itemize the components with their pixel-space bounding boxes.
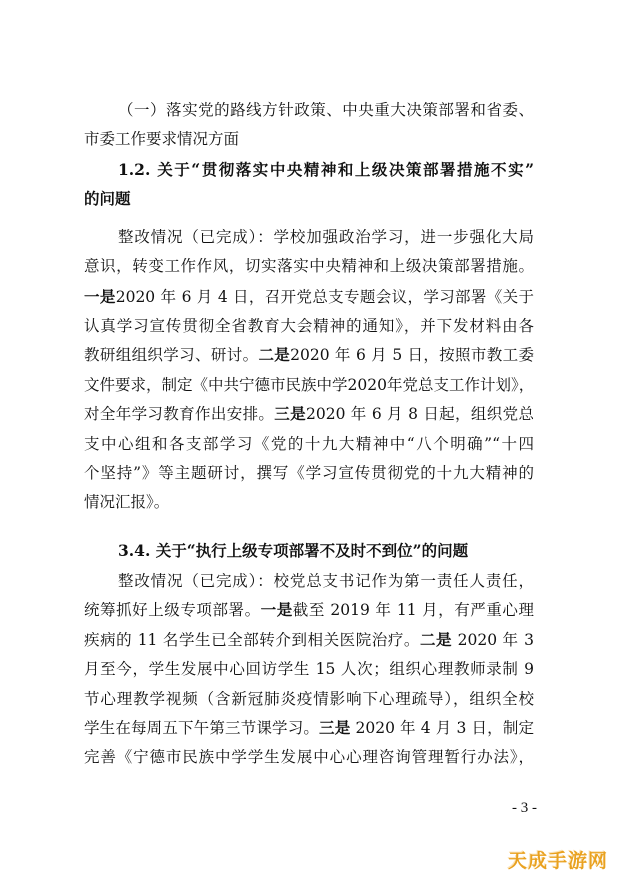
bold-text-segment: 的问题 xyxy=(84,189,131,208)
text-segment: 统筹抓好上级专项部署。 xyxy=(84,601,261,619)
text-line xyxy=(84,630,534,650)
text-segment: 截至 2019 年 11 月，有严重心理 xyxy=(292,601,534,619)
text-segment: 教研组组织学习、研讨。 xyxy=(84,346,259,364)
bold-text-segment: 二是 xyxy=(419,630,453,649)
text-segment: 情况汇报》。 xyxy=(84,493,170,511)
text-segment: 个坚持”》等主题研讨，撰写《学习宣传贯彻党的十九大精神的 xyxy=(84,464,534,482)
text-segment: 月至今，学生发展中心回访学生 15 人次；组织心理教师录制 9 xyxy=(84,660,534,678)
text-segment: （一）落实党的路线方针政策、中央重大决策部署和省委、 xyxy=(118,101,534,119)
text-segment: 文件要求，制定《中共宁德市民族中学2020年党总支工作计划》， xyxy=(84,376,535,394)
text-line xyxy=(84,600,534,620)
bold-text-segment: 3.4. 关于“执行上级专项部署不及时不到位”的问题 xyxy=(118,541,469,560)
text-segment: 完善《宁德市民族中学学生发展中心心理咨询管理暂行办法》， xyxy=(84,748,534,766)
text-line xyxy=(118,227,534,247)
bold-text-segment: 1.2. 关于“贯彻落实中央精神和上级决策部署措施不实” xyxy=(118,160,534,179)
bold-text-segment: 一是 xyxy=(260,600,293,619)
text-line xyxy=(118,571,534,591)
text-segment: 对全年学习教育作出安排。 xyxy=(84,405,275,423)
bold-text-segment: 三是 xyxy=(319,718,351,737)
text-segment: 2020 年 6 月 8 日起，组织党总 xyxy=(306,405,534,423)
text-line xyxy=(84,375,534,395)
text-line xyxy=(84,463,534,483)
text-segment: 市委工作要求情况方面 xyxy=(84,130,240,148)
text-line xyxy=(84,345,534,365)
text-line xyxy=(84,492,169,512)
text-segment: 意识，转变工作作风，切实落实中央精神和上级决策部署措施。 xyxy=(84,257,534,275)
text-line xyxy=(118,100,534,120)
text-segment: 认真学习宣传贯彻全省教育大会精神的通知》，并下发材料由各 xyxy=(84,317,534,335)
text-segment: 2020 年 6 月 5 日，按照市教工委 xyxy=(290,346,534,364)
text-line xyxy=(84,747,534,767)
text-line xyxy=(84,316,534,336)
text-line xyxy=(84,129,239,149)
text-segment: 2020 年 6 月 4 日，召开党总支专题会议，学习部署《关于 xyxy=(115,288,534,306)
text-segment: 整改情况（已完成）：校党总支书记作为第一责任人责任， xyxy=(118,572,534,590)
text-segment: 整改情况（已完成）：学校加强政治学习，进一步强化大局 xyxy=(118,228,534,246)
text-line xyxy=(84,434,534,454)
text-segment: 2020 年 3 xyxy=(452,631,534,649)
text-line xyxy=(84,718,534,738)
text-line xyxy=(84,404,534,424)
text-line xyxy=(84,189,131,209)
text-line xyxy=(118,541,468,561)
bold-text-segment: 一是 xyxy=(84,287,116,306)
text-segment: 节心理教学视频（含新冠肺炎疫情影响下心理疏导），组织全校 xyxy=(84,690,534,708)
text-line xyxy=(84,256,534,276)
text-segment: 学生在每周五下午第三节课学习。 xyxy=(84,719,320,737)
text-line xyxy=(118,160,534,180)
text-line xyxy=(84,689,534,709)
text-segment: 2020 年 4 月 3 日，制定 xyxy=(350,719,534,737)
bold-text-segment: 二是 xyxy=(258,345,291,364)
watermark-logo: 天成手游网 xyxy=(508,850,609,872)
bold-text-segment: 三是 xyxy=(274,404,307,423)
text-segment: 支中心组和各支部学习《党的十九大精神中“八个明确”“十四 xyxy=(84,435,534,453)
page-number: - 3 - xyxy=(512,800,537,816)
text-line xyxy=(84,659,534,679)
text-segment: 疾病的 11 名学生已全部转介到相关医院治疗。 xyxy=(84,631,420,649)
text-line xyxy=(84,287,534,307)
